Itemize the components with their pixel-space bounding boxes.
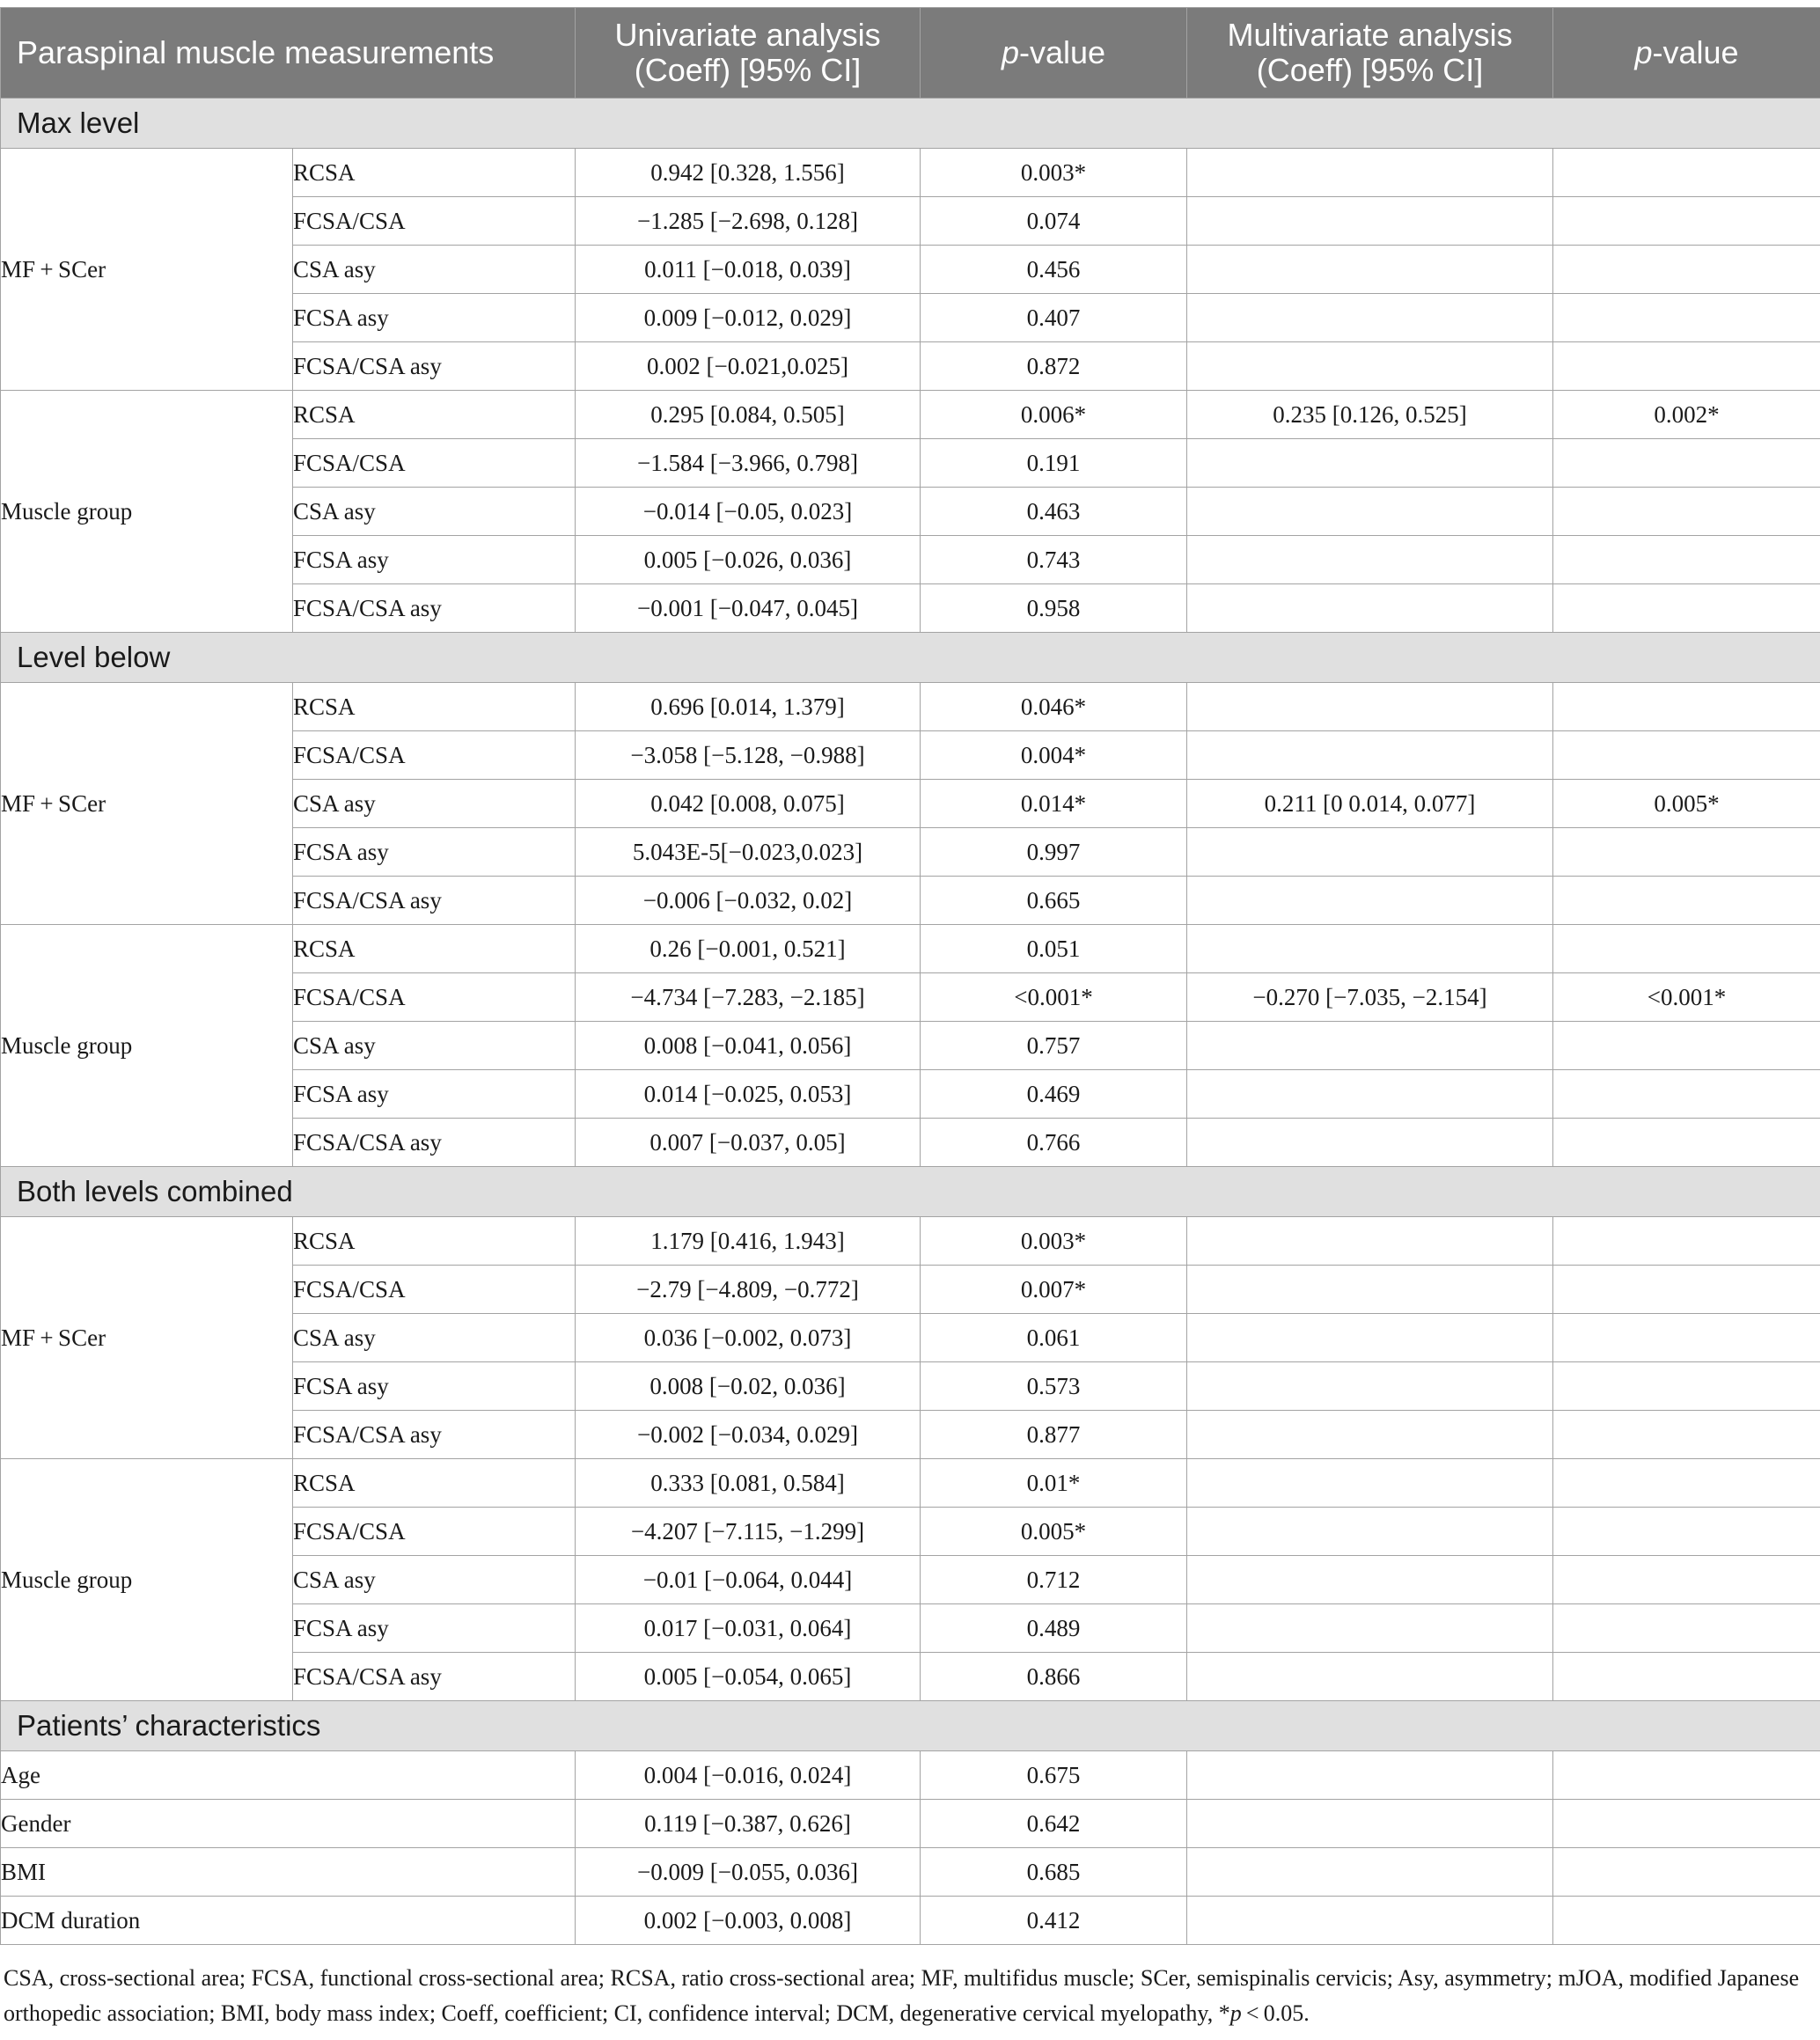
multivariate-cell bbox=[1187, 1800, 1553, 1848]
multivariate-cell bbox=[1187, 1508, 1553, 1556]
multivariate-p-cell bbox=[1553, 1022, 1820, 1070]
univariate-p-cell: 0.007* bbox=[921, 1266, 1187, 1314]
univariate-p-cell: 0.046* bbox=[921, 683, 1187, 731]
univariate-cell: 1.179 [0.416, 1.943] bbox=[576, 1217, 921, 1266]
section-title: Max level bbox=[1, 99, 1820, 149]
univariate-cell: 0.002 [−0.003, 0.008] bbox=[576, 1897, 921, 1945]
table-row bbox=[1, 1897, 1820, 1945]
univariate-cell: 0.042 [0.008, 0.075] bbox=[576, 780, 921, 828]
univariate-cell: 0.009 [−0.012, 0.029] bbox=[576, 294, 921, 342]
multivariate-cell bbox=[1187, 1848, 1553, 1897]
measurement-cell: FCSA asy bbox=[293, 828, 576, 877]
section-title: Level below bbox=[1, 633, 1820, 683]
univariate-p-cell: 0.675 bbox=[921, 1751, 1187, 1800]
univariate-p-cell: 0.061 bbox=[921, 1314, 1187, 1362]
multivariate-p-cell bbox=[1553, 1119, 1820, 1167]
multivariate-cell bbox=[1187, 925, 1553, 973]
multivariate-p-cell bbox=[1553, 342, 1820, 391]
univariate-p-cell: 0.573 bbox=[921, 1362, 1187, 1411]
univariate-cell: 0.333 [0.081, 0.584] bbox=[576, 1459, 921, 1508]
measurement-cell: CSA asy bbox=[293, 488, 576, 536]
measurement-cell: FCSA/CSA bbox=[293, 973, 576, 1022]
measurement-cell: FCSA/CSA asy bbox=[293, 342, 576, 391]
measurement-cell: CSA asy bbox=[293, 1022, 576, 1070]
results-table bbox=[0, 7, 1820, 1945]
multivariate-cell bbox=[1187, 1314, 1553, 1362]
multivariate-p-cell bbox=[1553, 1653, 1820, 1701]
measurement-cell: RCSA bbox=[293, 925, 576, 973]
multivariate-cell: 0.211 [0 0.014, 0.077] bbox=[1187, 780, 1553, 828]
univariate-p-cell: 0.051 bbox=[921, 925, 1187, 973]
multivariate-cell: 0.235 [0.126, 0.525] bbox=[1187, 391, 1553, 439]
univariate-p-cell: 0.872 bbox=[921, 342, 1187, 391]
multivariate-cell bbox=[1187, 1653, 1553, 1701]
multivariate-cell bbox=[1187, 1362, 1553, 1411]
measurement-cell: FCSA/CSA asy bbox=[293, 584, 576, 633]
univariate-cell: 0.017 [−0.031, 0.064] bbox=[576, 1604, 921, 1653]
multivariate-p-cell bbox=[1553, 1604, 1820, 1653]
multivariate-cell bbox=[1187, 1751, 1553, 1800]
univariate-p-cell: 0.191 bbox=[921, 439, 1187, 488]
univariate-cell: 0.696 [0.014, 1.379] bbox=[576, 683, 921, 731]
measurement-cell: FCSA/CSA bbox=[293, 439, 576, 488]
table-row bbox=[1, 391, 1820, 439]
table-row bbox=[1, 683, 1820, 731]
measurement-cell: RCSA bbox=[293, 683, 576, 731]
multivariate-p-cell bbox=[1553, 1411, 1820, 1459]
univariate-cell: 0.942 [0.328, 1.556] bbox=[576, 149, 921, 197]
multivariate-cell bbox=[1187, 1266, 1553, 1314]
measurement-cell: CSA asy bbox=[293, 780, 576, 828]
multivariate-cell bbox=[1187, 731, 1553, 780]
univariate-p-cell: 0.712 bbox=[921, 1556, 1187, 1604]
univariate-cell: −2.79 [−4.809, −0.772] bbox=[576, 1266, 921, 1314]
univariate-p-cell: 0.489 bbox=[921, 1604, 1187, 1653]
section-row bbox=[1, 1167, 1820, 1217]
univariate-cell: −3.058 [−5.128, −0.988] bbox=[576, 731, 921, 780]
measurement-cell: FCSA/CSA bbox=[293, 197, 576, 246]
muscle-group-cell: MF + SCer bbox=[1, 149, 293, 391]
univariate-p-cell: 0.456 bbox=[921, 246, 1187, 294]
multivariate-p-cell bbox=[1553, 731, 1820, 780]
univariate-p-cell: 0.463 bbox=[921, 488, 1187, 536]
section-row bbox=[1, 1701, 1820, 1751]
multivariate-p-cell bbox=[1553, 246, 1820, 294]
multivariate-cell bbox=[1187, 1897, 1553, 1945]
univariate-cell: 0.26 [−0.001, 0.521] bbox=[576, 925, 921, 973]
univariate-cell: −4.734 [−7.283, −2.185] bbox=[576, 973, 921, 1022]
multivariate-cell bbox=[1187, 342, 1553, 391]
multivariate-p-cell bbox=[1553, 439, 1820, 488]
multivariate-p-cell bbox=[1553, 1508, 1820, 1556]
univariate-cell: 0.011 [−0.018, 0.039] bbox=[576, 246, 921, 294]
univariate-cell: −0.009 [−0.055, 0.036] bbox=[576, 1848, 921, 1897]
univariate-p-cell: 0.665 bbox=[921, 877, 1187, 925]
univariate-p-cell: 0.412 bbox=[921, 1897, 1187, 1945]
multivariate-cell bbox=[1187, 877, 1553, 925]
multivariate-p-cell bbox=[1553, 1362, 1820, 1411]
univariate-p-cell: 0.003* bbox=[921, 149, 1187, 197]
univariate-p-cell: 0.685 bbox=[921, 1848, 1187, 1897]
multivariate-cell bbox=[1187, 1070, 1553, 1119]
measurement-cell: FCSA asy bbox=[293, 1070, 576, 1119]
measurement-cell: CSA asy bbox=[293, 246, 576, 294]
header-multivariate: Multivariate analysis (Coeff) [95% CI] bbox=[1187, 8, 1553, 99]
univariate-p-cell: 0.642 bbox=[921, 1800, 1187, 1848]
univariate-cell: 0.002 [−0.021,0.025] bbox=[576, 342, 921, 391]
univariate-cell: 0.004 [−0.016, 0.024] bbox=[576, 1751, 921, 1800]
univariate-cell: 0.008 [−0.041, 0.056] bbox=[576, 1022, 921, 1070]
univariate-cell: 0.295 [0.084, 0.505] bbox=[576, 391, 921, 439]
multivariate-cell bbox=[1187, 1217, 1553, 1266]
characteristic-cell: Age bbox=[1, 1751, 576, 1800]
univariate-p-cell: 0.005* bbox=[921, 1508, 1187, 1556]
characteristic-cell: DCM duration bbox=[1, 1897, 576, 1945]
multivariate-cell bbox=[1187, 828, 1553, 877]
multivariate-p-cell bbox=[1553, 197, 1820, 246]
multivariate-p-cell bbox=[1553, 828, 1820, 877]
table-row bbox=[1, 1459, 1820, 1508]
multivariate-cell bbox=[1187, 584, 1553, 633]
measurement-cell: RCSA bbox=[293, 1217, 576, 1266]
univariate-cell: −0.01 [−0.064, 0.044] bbox=[576, 1556, 921, 1604]
measurement-cell: RCSA bbox=[293, 391, 576, 439]
univariate-p-cell: <0.001* bbox=[921, 973, 1187, 1022]
muscle-group-cell: MF + SCer bbox=[1, 683, 293, 925]
measurement-cell: FCSA asy bbox=[293, 536, 576, 584]
header-univariate: Univariate analysis (Coeff) [95% CI] bbox=[576, 8, 921, 99]
multivariate-p-cell bbox=[1553, 925, 1820, 973]
section-row bbox=[1, 633, 1820, 683]
header-univariate-p: p-value bbox=[921, 8, 1187, 99]
multivariate-cell bbox=[1187, 197, 1553, 246]
univariate-p-cell: 0.958 bbox=[921, 584, 1187, 633]
univariate-p-cell: 0.997 bbox=[921, 828, 1187, 877]
multivariate-cell bbox=[1187, 1119, 1553, 1167]
muscle-group-cell: Muscle group bbox=[1, 925, 293, 1167]
multivariate-cell bbox=[1187, 683, 1553, 731]
multivariate-cell bbox=[1187, 1411, 1553, 1459]
univariate-p-cell: 0.866 bbox=[921, 1653, 1187, 1701]
univariate-p-cell: 0.743 bbox=[921, 536, 1187, 584]
univariate-p-cell: 0.01* bbox=[921, 1459, 1187, 1508]
univariate-cell: −4.207 [−7.115, −1.299] bbox=[576, 1508, 921, 1556]
multivariate-cell bbox=[1187, 488, 1553, 536]
univariate-p-cell: 0.004* bbox=[921, 731, 1187, 780]
multivariate-cell bbox=[1187, 1022, 1553, 1070]
multivariate-p-cell bbox=[1553, 1897, 1820, 1945]
characteristic-cell: BMI bbox=[1, 1848, 576, 1897]
header-row bbox=[1, 8, 1820, 99]
header-measurements: Paraspinal muscle measurements bbox=[1, 8, 576, 99]
univariate-p-cell: 0.003* bbox=[921, 1217, 1187, 1266]
multivariate-p-cell bbox=[1553, 1848, 1820, 1897]
multivariate-cell bbox=[1187, 1459, 1553, 1508]
measurement-cell: FCSA asy bbox=[293, 294, 576, 342]
table-row bbox=[1, 1217, 1820, 1266]
univariate-cell: −0.001 [−0.047, 0.045] bbox=[576, 584, 921, 633]
univariate-p-cell: 0.074 bbox=[921, 197, 1187, 246]
header-multivariate-p: p-value bbox=[1553, 8, 1820, 99]
multivariate-cell: −0.270 [−7.035, −2.154] bbox=[1187, 973, 1553, 1022]
muscle-group-cell: MF + SCer bbox=[1, 1217, 293, 1459]
measurement-cell: FCSA asy bbox=[293, 1362, 576, 1411]
univariate-p-cell: 0.757 bbox=[921, 1022, 1187, 1070]
multivariate-p-cell bbox=[1553, 149, 1820, 197]
measurement-cell: FCSA/CSA bbox=[293, 1266, 576, 1314]
multivariate-cell bbox=[1187, 294, 1553, 342]
multivariate-p-cell bbox=[1553, 1800, 1820, 1848]
table-row bbox=[1, 925, 1820, 973]
multivariate-p-cell bbox=[1553, 683, 1820, 731]
multivariate-cell bbox=[1187, 1556, 1553, 1604]
table-footnote: CSA, cross-sectional area; FCSA, functional cross-sectional area; RCSA, ratio cross-sectional area; MF, multifidus muscle; SCer, semispinalis cervicis; Asy, asymmetry; mJOA, modified Japanese orthopedic association; BMI, body mass index; Coeff, coefficient; CI, confidence interval; DCM, degenerative cervical myelopathy, *p < 0.05. bbox=[4, 1965, 1800, 2026]
univariate-p-cell: 0.877 bbox=[921, 1411, 1187, 1459]
univariate-cell: 0.007 [−0.037, 0.05] bbox=[576, 1119, 921, 1167]
multivariate-cell bbox=[1187, 246, 1553, 294]
table-row bbox=[1, 1800, 1820, 1848]
measurement-cell: FCSA/CSA bbox=[293, 731, 576, 780]
table-row bbox=[1, 149, 1820, 197]
muscle-group-cell: Muscle group bbox=[1, 1459, 293, 1701]
multivariate-p-cell bbox=[1553, 1266, 1820, 1314]
table-row bbox=[1, 1751, 1820, 1800]
univariate-cell: 5.043E-5[−0.023,0.023] bbox=[576, 828, 921, 877]
measurement-cell: RCSA bbox=[293, 149, 576, 197]
multivariate-p-cell bbox=[1553, 294, 1820, 342]
univariate-p-cell: 0.469 bbox=[921, 1070, 1187, 1119]
univariate-p-cell: 0.006* bbox=[921, 391, 1187, 439]
univariate-cell: −0.014 [−0.05, 0.023] bbox=[576, 488, 921, 536]
univariate-p-cell: 0.766 bbox=[921, 1119, 1187, 1167]
measurement-cell: CSA asy bbox=[293, 1314, 576, 1362]
measurement-cell: FCSA/CSA bbox=[293, 1508, 576, 1556]
multivariate-p-cell bbox=[1553, 1459, 1820, 1508]
table-body bbox=[1, 99, 1820, 1945]
univariate-cell: 0.119 [−0.387, 0.626] bbox=[576, 1800, 921, 1848]
table-row bbox=[1, 1848, 1820, 1897]
multivariate-p-cell bbox=[1553, 584, 1820, 633]
multivariate-p-cell bbox=[1553, 1217, 1820, 1266]
multivariate-p-cell bbox=[1553, 536, 1820, 584]
univariate-cell: −0.006 [−0.032, 0.02] bbox=[576, 877, 921, 925]
univariate-cell: −0.002 [−0.034, 0.029] bbox=[576, 1411, 921, 1459]
multivariate-p-cell: <0.001* bbox=[1553, 973, 1820, 1022]
univariate-cell: −1.285 [−2.698, 0.128] bbox=[576, 197, 921, 246]
univariate-p-cell: 0.407 bbox=[921, 294, 1187, 342]
measurement-cell: CSA asy bbox=[293, 1556, 576, 1604]
multivariate-p-cell bbox=[1553, 1070, 1820, 1119]
univariate-cell: 0.008 [−0.02, 0.036] bbox=[576, 1362, 921, 1411]
measurement-cell: RCSA bbox=[293, 1459, 576, 1508]
univariate-cell: 0.005 [−0.054, 0.065] bbox=[576, 1653, 921, 1701]
multivariate-p-cell bbox=[1553, 1751, 1820, 1800]
measurement-cell: FCSA asy bbox=[293, 1604, 576, 1653]
univariate-cell: 0.005 [−0.026, 0.036] bbox=[576, 536, 921, 584]
multivariate-p-cell bbox=[1553, 1314, 1820, 1362]
univariate-p-cell: 0.014* bbox=[921, 780, 1187, 828]
univariate-cell: 0.036 [−0.002, 0.073] bbox=[576, 1314, 921, 1362]
measurement-cell: FCSA/CSA asy bbox=[293, 1653, 576, 1701]
multivariate-p-cell bbox=[1553, 488, 1820, 536]
multivariate-cell bbox=[1187, 1604, 1553, 1653]
section-title: Both levels combined bbox=[1, 1167, 1820, 1217]
muscle-group-cell: Muscle group bbox=[1, 391, 293, 633]
multivariate-p-cell bbox=[1553, 1556, 1820, 1604]
multivariate-cell bbox=[1187, 149, 1553, 197]
multivariate-p-cell: 0.005* bbox=[1553, 780, 1820, 828]
multivariate-cell bbox=[1187, 536, 1553, 584]
univariate-cell: 0.014 [−0.025, 0.053] bbox=[576, 1070, 921, 1119]
measurement-cell: FCSA/CSA asy bbox=[293, 1411, 576, 1459]
measurement-cell: FCSA/CSA asy bbox=[293, 877, 576, 925]
multivariate-cell bbox=[1187, 439, 1553, 488]
multivariate-p-cell: 0.002* bbox=[1553, 391, 1820, 439]
characteristic-cell: Gender bbox=[1, 1800, 576, 1848]
measurement-cell: FCSA/CSA asy bbox=[293, 1119, 576, 1167]
univariate-cell: −1.584 [−3.966, 0.798] bbox=[576, 439, 921, 488]
section-title: Patients’ characteristics bbox=[1, 1701, 1820, 1751]
multivariate-p-cell bbox=[1553, 877, 1820, 925]
section-row bbox=[1, 99, 1820, 149]
